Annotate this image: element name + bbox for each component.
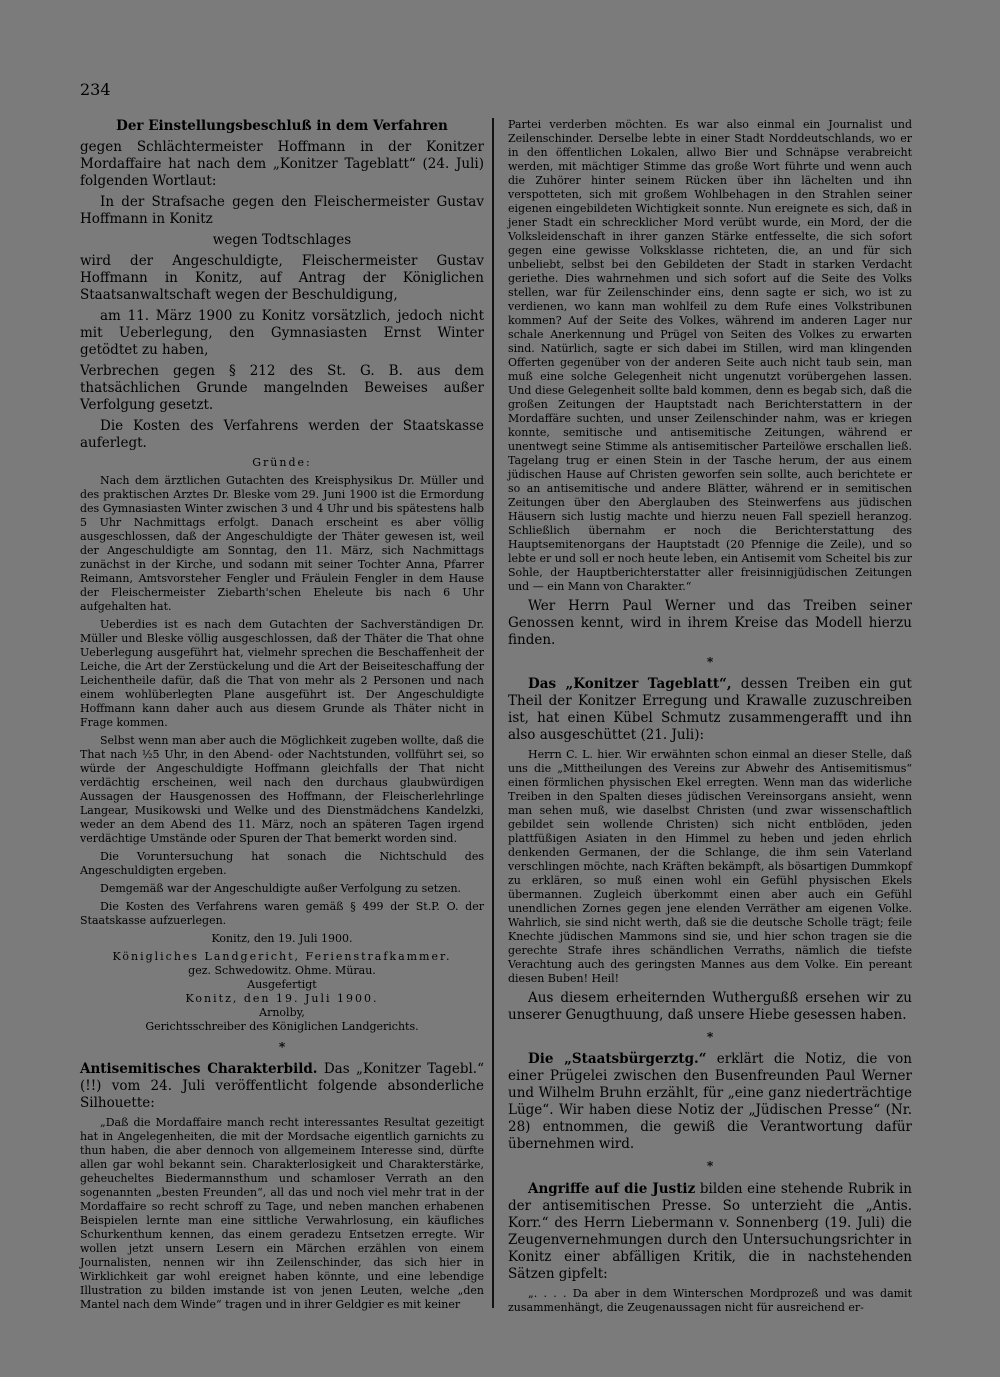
- article-intro: dessen Treiben ein gut Theil der Konitzer Erregung und Krawalle zuzuschreiben ist, hat einen Kübel Schmutz zusammengerafft und ihn also ausgeschüttet (21. Juli):: [508, 676, 912, 744]
- article-title: Die „Staatsbürgerztg.“: [528, 1051, 707, 1068]
- section-separator: *: [278, 1040, 286, 1054]
- article-text: bilden eine stehende Rubrik in der antisemitischen Presse. So unterzieht die „Antis. Korr.“ des Herrn Liebermann v. Sonnenberg (19. Juli) die Zeugenvernehmungen durch den Untersuchungsrichter in Konitz einer abfälligen Kritik, die in nachstehenden Sätzen gipfelt:: [508, 1180, 912, 1282]
- section-separator: *: [706, 1159, 714, 1174]
- clerk-name: Arnolby,: [259, 1006, 305, 1019]
- issued-note: Ausgefertigt: [247, 978, 317, 991]
- paragraph: Die Kosten des Verfahrens waren gemäß § 499 der St.P. O. der Staatskasse aufzuerlegen.: [80, 900, 484, 927]
- signers: gez. Schwedowitz. Ohme. Mürau.: [188, 964, 376, 977]
- section-separator: *: [706, 1030, 714, 1045]
- article-justiz: [508, 1181, 912, 1283]
- article-title: Der Einstellungsbeschluß in dem Verfahren: [116, 118, 448, 134]
- paragraph: Die Kosten des Verfahrens werden der Staatskasse auferlegt.: [80, 418, 484, 451]
- article-text: erklärt die Notiz, die von einer Prügelei zwischen den Busenfreunden Paul Werner und Wilhelm Bruhn erzählt, für „eine ganz niederträchtige Lüge“. Wir haben diese Notiz der „Jüdischen Presse“ (Nr. 28) entnommen, die gewiß die Verantwortung dafür übernehmen wird.: [508, 1051, 913, 1153]
- quote-continuation: Partei verderben möchten. Es war also einmal ein Journalist und Zeilenschinder. Derselbe lebte in einer Stadt Norddeutschlands, wo er in den öffentlichen Lokalen, allwo Bier und Schnäpse verabreicht werden, mit mächtiger Stimme das große Wort führte und wenn auch die Zuhörer hinter seinem Rücken über ihn lächelten und ihn verspotteten, sich mit großem Wohlbehagen in den Strahlen seiner eigenen eingebildeten Wichtigkeit sonnte. Nun ereignete es sich, daß in jener Stadt ein schrecklicher Mord verübt wurde, ein Mord, der die Volksleidenschaft in ihrer ganzen Stärke entfesselte, die sich sofort gegen eine gewisse Volksklasse richteten, die, an und für sich unbeliebt, selbst bei den Gebildeten der Stadt in starken Verdacht geriethe. Dies wahrnehmen und sich sofort auf die Seite des Volks stellen, war für Zeilenschinder eins, denn sagte er sich, wo ist zu verdienen, wo kann man wohlfeil zu dem Rufe eines Volkstribunen kommen? Auf der Seite des Volkes, während im anderen Lager nur schale Anerkennung und Prügel von Seiten des Volkes zu erwarten sind. Natürlich, sagte er sich dabei im Stillen, wird man klingenden Offerten gegenüber von der anderen Seite auch nicht taub sein, man muß eine solche Gelegenheit nicht ungenutzt vorübergehen lassen. Und diese Gelegenheit sollte bald kommen, denn es begab sich, daß die großen Zeitungen der Hauptstadt nach Berichterstattern in der Mordaffäre suchten, und unser Zeilenschinder nahm, was er kriegen konnte, semitische und antisemitische Zeitungen, während er unentwegt seine Stimme als antisemitischer Parteilöwe erschallen ließ. Tagelang trug er einen Stein in der Tasche herum, der aus einem jüdischen Hause auf Christen geworfen sein sollte, auch berichtete er so an antisemitische und andere Blätter, während er in semitischen Zeitungen über den Aberglauben des Steinwerfens aus jüdischen Häusern sich lustig machte und hierzu neuen Fall speziell heranzog. Schließlich übernahm er noch die Berichterstattung des Hauptsemitenorgans der Hauptstadt (20 Pfennige die Zeile), und so lebte er und soll er noch heute leben, ein Antisemit vom Scheitel bis zur Sohle, der Hauptberichterstatter aller freisinnigjüdischen Zeitungen und — ein Mann von Charakter.“: [508, 118, 912, 593]
- paragraph: Aus diesem erheiternden Wuthergußß ersehen wir zu unserer Genugthuung, daß unsere Hiebe gesessen haben.: [508, 990, 912, 1024]
- article-tageblatt: [508, 676, 912, 744]
- paragraph: wegen Todtschlages: [212, 232, 352, 248]
- quote-paragraph: Herrn C. L. hier. Wir erwähnten schon einmal an dieser Stelle, daß uns die „Mittheilungen des Vereins zur Abwehr des Antisemitismus“ einen förmlichen physischen Ekel erregten. Wenn man das widerliche Treiben in den Spalten dieses jüdischen Vereinsorgans ansieht, wenn man sehen muß, wie daselbst Christen (und zwar wissenschaftlich gebildet sein wollende Christen) sich nicht entblöden, jeden plattfüßigen Asiaten in den Himmel zu heben und jeden ehrlich denkenden Germanen, der die Schlange, die ihm sein Vaterland verschlingen möchte, nach Kräften bekämpft, als bösartigen Dummkopf zu erklären, so muß einen wohl ein Gefühl physischen Ekels übermannen. Zugleich überkommt einen aber auch ein Gefühl unendlichen Zornes gegen jene elenden Verräther am eigenen Volke. Wahrlich, sie sind nicht werth, daß sie die deutsche Scholle trägt; feile Knechte jüdischen Mammons sind sie, und hier schon tragen sie die gerechte Strafe ihres schändlichen Verraths, nämlich die tiefste Verachtung auch des geringsten Mannes aus dem Volke. Ein pereant diesen Buben! Heil!: [508, 748, 912, 986]
- column-divider: [492, 118, 494, 1308]
- section-separator: *: [706, 655, 714, 669]
- section-label: Gründe:: [252, 456, 312, 469]
- article-title: Antisemitisches Charakterbild.: [80, 1061, 318, 1078]
- paragraph: In der Strafsache gegen den Fleischermeister Gustav Hoffmann in Konitz: [80, 194, 484, 227]
- article-staatsbuergerztg: [508, 1051, 912, 1153]
- paragraph: Ueberdies ist es nach dem Gutachten der Sachverständigen Dr. Müller und Bleske völlig ausgeschlossen, daß der Thäter die That ohne Ueberlegung ausgeführt hat, vielmehr sprechen die Beschaffenheit der Leiche, die Art der Zerstückelung und die Art der Beiseiteschaffung der Leichentheile dafür, daß die That von mehr als 2 Personen und nach einem wohlüberlegten Plane ausgeführt ist. Der Angeschuldigte Hoffmann kann daher auch aus diesem Grunde als Thäter nicht in Frage kommen.: [80, 618, 484, 729]
- court-name: Königliches Landgericht, Ferienstrafkammer.: [112, 950, 452, 963]
- clerk-title: Gerichtsschreiber des Königlichen Landgerichts.: [145, 1020, 419, 1033]
- paragraph: Demgemäß war der Angeschuldigte außer Verfolgung zu setzen.: [100, 882, 462, 895]
- right-column: [508, 118, 912, 1319]
- article-charakterbild: [80, 1061, 484, 1112]
- place-date: Konitz, den 19. Juli 1900.: [211, 932, 353, 945]
- paragraph: am 11. März 1900 zu Konitz vorsätzlich, jedoch nicht mit Ueberlegung, den Gymnasiasten Ernst Winter getödtet zu haben,: [80, 308, 484, 358]
- paragraph: wird der Angeschuldigte, Fleischermeister Gustav Hoffmann in Konitz, auf Antrag der Königlichen Staatsanwaltschaft wegen der Beschuldigung,: [80, 253, 484, 303]
- quote-paragraph: „. . . . Da aber in dem Winterschen Mordprozeß und was damit zusammenhängt, die Zeugenaussagen nicht für ausreichend er-: [508, 1286, 912, 1314]
- article-intro: Das „Konitzer Tagebl.“ (!!) vom 24. Juli veröffentlicht folgende absonderliche Silhouette:: [80, 1061, 484, 1112]
- paragraph: Selbst wenn man aber auch die Möglichkeit zugeben wollte, daß die That nach ½5 Uhr, in den Abend- oder Nachtstunden, vollführt sei, so würde der Angeschuldigte Hoffmann gleichfalls der That nicht verdächtig erscheinen, weil nach den durchaus glaubwürdigen Aussagen der Hausgenossen des Hoffmann, der Fleischerlehrlinge Langear, Musikowski und Welke und des Dienstmädchens Kandelzki, weder an dem Abend des 11. März, noch an späteren Tagen irgend verdächtige Umstände oder Spuren der That bemerkt worden sind.: [80, 734, 484, 845]
- paragraph: Nach dem ärztlichen Gutachten des Kreisphysikus Dr. Müller und des praktischen Arztes Dr. Bleske vom 29. Juni 1900 ist die Ermordung des Gymnasiasten Winter zwischen 3 und 4 Uhr und bis spätestens halb 5 Uhr Nachmittags erfolgt. Danach erscheint es aber völlig ausgeschlossen, daß der Angeschuldigte der Thäter gewesen ist, weil der Angeschuldigte am Sonntag, den 11. März, sich Nachmittags zunächst in der Kirche, und sodann mit seiner Tochter Anna, Pfarrer Reimann, Amtsvorsteher Fengler und Fräulein Fengler in dem Hause der Fleischermeister Ziebarth'schen Eheleute bis nach 6 Uhr aufgehalten hat.: [80, 474, 484, 613]
- paragraph: Wer Herrn Paul Werner und das Treiben seiner Genossen kennt, wird in ihrem Kreise das Modell hierzu finden.: [508, 598, 912, 648]
- article-intro: gegen Schlächtermeister Hoffmann in der Konitzer Mordaffaire hat nach dem „Konitzer Tageblatt“ (24. Juli) folgenden Wortlaut:: [80, 139, 484, 189]
- paragraph: Verbrechen gegen § 212 des St. G. B. aus dem thatsächlichen Grunde mangelnden Beweises außer Verfolgung gesetzt.: [80, 363, 484, 413]
- place-date: Konitz, den 19. Juli 1900.: [185, 992, 379, 1005]
- quote-paragraph: „Daß die Mordaffaire manch recht interessantes Resultat gezeitigt hat in Angelegenheiten, die mit der Mordsache eigentlich garnichts zu thun haben, die aber dennoch von allgemeinem Interesse sind, dürfte allen gar wohl bekannt sein. Charakterlosigkeit und Charakterstärke, geheucheltes Biedermannsthum und schamloser Verrath an den sogenannten „besten Freunden“, all das und noch viel mehr trat in der Mordaffaire so recht schroff zu Tage, und neben manchen erhabenen Beispielen lernte man eine sittliche Verwahrlosung, ein käufliches Schurkenthum kennen, das einem geradezu Entsetzen erregte. Wir wollen jetzt unsern Lesern ein Märchen erzählen von einem Journalisten, nennen wir ihn Zeilenschinder, das sich hier in Wirklichkeit gar wohl ereignet haben könnte, und eine lebendige Illustration zu bilden imstande ist von jenen Leuten, welche „den Mantel nach dem Winde“ tragen und in ihrer Geldgier es mit keiner: [80, 1116, 484, 1312]
- page-number: 234: [80, 80, 111, 99]
- article-title: Das „Konitzer Tageblatt“,: [528, 676, 732, 693]
- article-einstellung-heading: [80, 118, 484, 135]
- paragraph: Die Voruntersuchung hat sonach die Nichtschuld des Angeschuldigten ergeben.: [80, 850, 484, 877]
- left-column: [80, 118, 484, 1316]
- article-title: Angriffe auf die Justiz: [528, 1180, 696, 1197]
